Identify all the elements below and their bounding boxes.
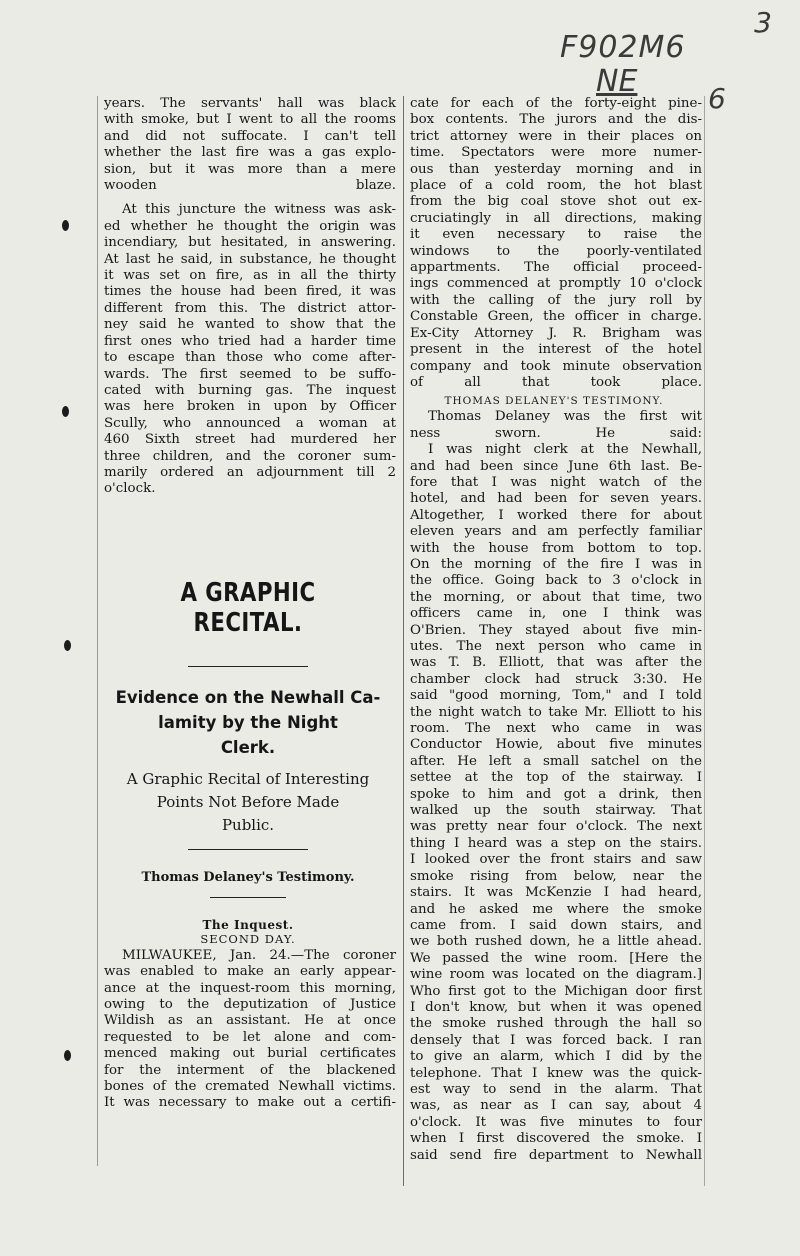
deck-recital [98,768,398,837]
text-line: cated with burning gas. The inquest [104,382,396,398]
text-line: cruciatingly in all directions, making [410,210,702,226]
text-line: the morning, or about that time, two [410,589,702,605]
text-line: Conductor Howie, about five minutes [410,737,702,753]
text-line: box contents. The jurors and the dis- [410,112,702,128]
text-line: menced making out burial certificates [104,1046,396,1062]
text-line: whether the last fire was a gas explo- [104,145,396,161]
continued-paragraph [98,96,398,194]
text-line: and he asked me where the smoke [410,901,702,917]
text-line: I was night clerk at the Newhall, [428,442,702,458]
text-line: officers came in, one I think was [410,606,702,622]
text-line: Thomas Delaney was the first wit [428,409,702,425]
text-line: ness sworn. He said: [410,425,702,441]
text-line: densely that I was forced back. I ran [410,1032,702,1048]
text-line: place of a cold room, the hot blast [410,178,702,194]
text-line: o'clock. It was five minutes to four [410,1114,702,1130]
text-line: came from. I said down stairs, and [410,917,702,933]
text-line: marily ordered an adjournment till 2 [104,464,396,480]
inquest-paragraph [98,948,398,1112]
text-line: of all that took place. [410,374,702,390]
text-line: Altogether, I worked there for about [410,507,702,523]
text-line: company and took minute observation [410,358,702,374]
text-line: said "good morning, Tom," and I told [410,688,702,704]
text-line: was, as near as I can say, about 4 [410,1098,702,1114]
text-line: was enabled to make an early appear- [104,964,396,980]
deck-evidence [98,685,398,760]
text-line: At this juncture the witness was ask- [122,202,396,218]
text-line: I looked over the front stairs and saw [410,852,702,868]
text-line: Scully, who announced a woman at [104,415,396,431]
text-line: years. The servants' hall was black [104,96,396,111]
handwritten-catalog-sub: NE [596,64,638,99]
text-line: 460 Sixth street had murdered her [104,432,396,448]
text-line: lamity by the Night [158,712,338,732]
adjournment-paragraph [98,202,398,497]
text-line: was pretty near four o'clock. The next [410,819,702,835]
text-line: O'Brien. They stayed about five min- [410,622,702,638]
text-line: wooden blaze. [104,178,396,194]
text-line: Constable Green, the officer in charge. [410,309,702,325]
text-line: Points Not Before Made [156,792,340,811]
text-line: from the big coal stove shot out ex- [410,194,702,210]
right-clipping [403,96,705,1186]
text-line: ings commenced at promptly 10 o'clock [410,276,702,292]
punch-mark [62,406,69,417]
text-line: first ones who tried had a harder time [104,333,396,349]
text-line: appartments. The official proceed- [410,260,702,276]
text-line: present in the interest of the hotel [410,342,702,358]
text-line: Wildish as an assistant. He at once [104,1013,396,1029]
text-line: with the house from bottom to top. [410,540,702,556]
text-line: utes. The next person who came in [410,639,702,654]
left-clipping [97,96,398,1166]
text-line: At last he said, in substance, he thought [104,251,396,267]
text-line: I don't know, but when it was opened [410,999,702,1015]
punch-mark [62,220,69,231]
text-line: A Graphic Recital of Interesting [126,769,370,788]
text-line: windows to the poorly-ventilated [410,243,702,259]
text-line: owing to the deputization of Justice [104,996,396,1012]
text-line: est way to send in the alarm. That [410,1081,702,1097]
text-line: ed whether he thought the origin was [104,218,396,234]
text-line: with smoke, but I went to all the rooms [104,112,396,128]
handwritten-page-number: 3 [754,6,772,39]
text-line: Clerk. [220,737,276,757]
text-line: and had been since June 6th last. Be- [410,458,702,474]
text-line: thing I heard was a step on the stairs. [410,835,702,851]
text-line: with the calling of the jury roll by [410,292,702,308]
text-line: We passed the wine room. [Here the [410,950,702,966]
text-line: after. He left a small satchel on the [410,753,702,769]
text-line: time. Spectators were more numer- [410,145,702,161]
text-line: o'clock. [104,481,156,497]
text-line: Who first got to the Michigan door first [410,983,702,999]
text-line: for the interment of the blackened [104,1062,396,1078]
testimony-intro [404,409,704,442]
text-line: Evidence on the Newhall Ca- [115,687,381,707]
text-line: eleven years and am perfectly familiar [410,524,702,540]
text-line: wards. The first seemed to be suffo- [104,366,396,382]
text-line: It was necessary to make out a certifi- [104,1095,396,1111]
text-line: to give an alarm, which I did by the [410,1049,702,1065]
testimony-heading: THOMAS DELANEY'S TESTIMONY. [444,395,664,408]
text-line: hotel, and had been for seven years. [410,491,702,507]
text-line: stairs. It was McKenzie I had heard, [410,885,702,901]
text-line: incendiary, but hesitated, in answering. [104,235,396,251]
text-line: room. The next who came in was [410,721,702,737]
text-line: settee at the top of the stairway. I [410,770,702,786]
text-line: requested to be let alone and com- [104,1029,396,1045]
headline: A GRAPHIC RECITAL. [180,577,316,638]
text-line: we both rushed down, he a little ahead. [410,934,702,950]
text-line: cate for each of the forty-eight pine- [410,96,702,111]
text-line: was here broken in upon by Officer [104,399,396,415]
text-line: it even necessary to raise the [410,227,702,243]
section-title: The Inquest. [202,917,294,932]
text-line: it was set on fire, as in all the thirty [104,268,396,284]
text-line: ney said he wanted to show that the [104,317,396,333]
text-line: Public. [221,815,275,834]
deck-testimony: Thomas Delaney's Testimony. [141,869,355,885]
punch-mark [64,640,71,651]
handwritten-catalog-code: F902M6 [560,30,686,65]
text-line: trict attorney were in their places on [410,128,702,144]
text-line: said send fire department to Newhall [410,1147,702,1163]
text-line: times the house had been fired, it was [104,284,396,300]
text-line: ous than yesterday morning and in [410,161,702,177]
punch-mark [64,1050,71,1061]
section-day: SECOND DAY. [200,931,296,946]
text-line: sion, but it was more than a mere [104,161,396,177]
text-line: bones of the cremated Newhall victims. [104,1079,396,1094]
text-line: when I first discovered the smoke. I [410,1131,702,1147]
text-line: different from this. The district attor- [104,300,396,316]
testimony-body [404,442,704,1164]
text-line: was T. B. Elliott, that was after the [410,655,702,671]
handwritten-sheet-number: 6 [708,82,726,115]
text-line: telephone. That I knew was the quick- [410,1065,702,1081]
text-line: MILWAUKEE, Jan. 24.—The coroner [122,947,396,963]
text-line: chamber clock had struck 3:30. He [410,671,702,687]
text-line: the office. Going back to 3 o'clock in [410,573,702,589]
text-line: smoke rising from below, near the [410,868,702,884]
text-line: spoke to him and got a drink, then [410,786,702,802]
text-line: and did not suffocate. I can't tell [104,128,396,144]
text-line: three children, and the coroner sum- [104,448,396,464]
text-line: On the morning of the fire I was in [410,556,702,572]
inquest-continued-paragraph [404,96,704,391]
text-line: walked up the south stairway. That [410,803,702,819]
text-line: wine room was located on the diagram.] [410,967,702,983]
text-line: fore that I was night watch of the [410,474,702,490]
text-line: ance at the inquest-room this morning, [104,980,396,996]
text-line: the smoke rushed through the hall so [410,1016,702,1032]
text-line: Ex-City Attorney J. R. Brigham was [410,325,702,341]
text-line: the night watch to take Mr. Elliott to his [410,704,702,720]
text-line: to escape than those who come after- [104,350,396,366]
